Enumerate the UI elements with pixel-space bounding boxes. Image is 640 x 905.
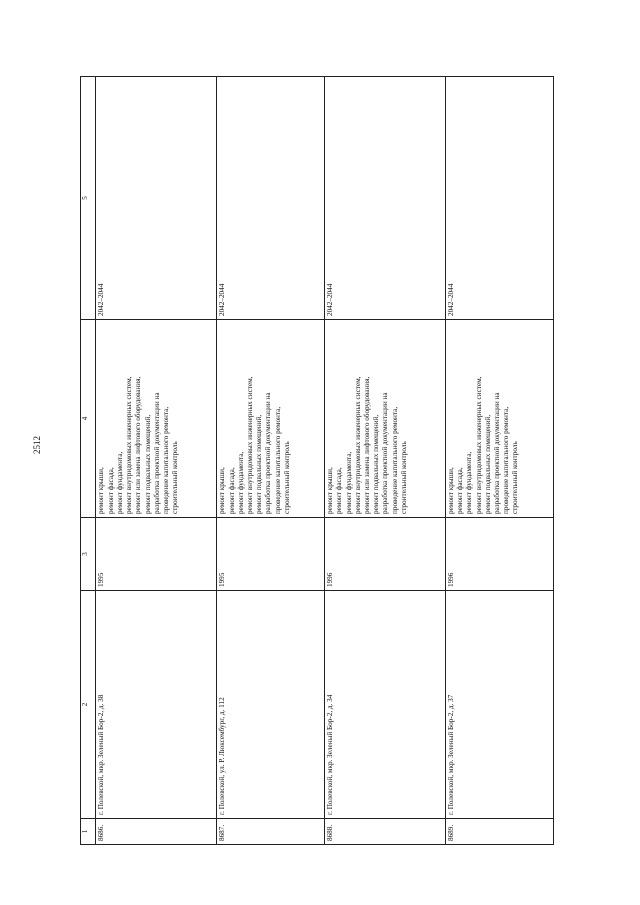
- table-row: [96, 77, 217, 845]
- page-number: 2512: [32, 436, 42, 454]
- work-item: проведение капитального ремонта,: [390, 406, 399, 514]
- period-cell: 2042–2044: [96, 77, 217, 320]
- year-cell: 1996: [446, 518, 554, 591]
- rotated-table-wrapper: [80, 77, 554, 845]
- row-number: 8688.: [325, 819, 446, 845]
- row-number: 8687.: [217, 819, 325, 845]
- column-header-2: 2: [81, 591, 96, 819]
- table-body: [96, 77, 554, 845]
- table-row: [446, 77, 554, 845]
- period-cell: 2042–2044: [217, 77, 325, 320]
- period-cell: 2042–2044: [446, 77, 554, 320]
- address-cell: г. Полевской, мкр. Зеленый Бор-2, д. 38: [96, 591, 217, 819]
- work-item: ремонт фасада,: [456, 467, 465, 514]
- address-cell: г. Полевской, ул. Р. Люксембург, д. 112: [217, 591, 325, 819]
- work-item: ремонт крыши,: [326, 467, 335, 514]
- row-number: 8686.: [96, 819, 217, 845]
- work-item: ремонт фасада,: [106, 467, 115, 514]
- column-header-5: 5: [81, 77, 96, 320]
- work-item: ремонт подвальных помещений,: [372, 414, 381, 514]
- work-item: ремонт подвальных помещений,: [483, 414, 492, 514]
- work-item: ремонт внутридомовых инженерных систем,: [353, 376, 362, 514]
- work-item: разработка проектной документации на: [152, 392, 161, 514]
- work-item: проведение капитального ремонта,: [161, 406, 170, 514]
- work-item: ремонт фундамента,: [465, 451, 474, 514]
- column-number-row: [81, 77, 96, 845]
- work-item: проведение капитального ремонта,: [502, 406, 511, 514]
- work-item: ремонт подвальных помещений,: [143, 414, 152, 514]
- work-item: ремонт крыши,: [218, 467, 227, 514]
- work-item: ремонт или замена лифтового оборудования,: [134, 376, 143, 514]
- repair-schedule-table: [80, 76, 554, 845]
- work-item: ремонт фундамента,: [344, 451, 353, 514]
- table-row: [325, 77, 446, 845]
- table-row: [217, 77, 325, 845]
- work-item: строительный контроль: [511, 441, 520, 514]
- work-item: ремонт или замена лифтового оборудования,: [363, 376, 372, 514]
- work-item: разработка проектной документации на: [381, 392, 390, 514]
- work-item: ремонт внутридомовых инженерных систем,: [245, 376, 254, 514]
- work-item: строительный контроль: [282, 441, 291, 514]
- work-item: ремонт крыши,: [447, 467, 456, 514]
- address-cell: г. Полевской, мкр. Зеленый Бор-2, д. 37: [446, 591, 554, 819]
- works-cell: [217, 320, 325, 518]
- period-cell: 2042–2044: [325, 77, 446, 320]
- work-item: ремонт фасада,: [335, 467, 344, 514]
- work-item: ремонт фасада,: [227, 467, 236, 514]
- table-frame: [80, 77, 554, 845]
- work-item: ремонт внутридомовых инженерных систем,: [474, 376, 483, 514]
- work-item: разработка проектной документации на: [493, 392, 502, 514]
- year-cell: 1996: [325, 518, 446, 591]
- column-header-1: 1: [81, 819, 96, 845]
- work-item: ремонт фундамента,: [236, 451, 245, 514]
- address-cell: г. Полевской, мкр. Зеленый Бор-2, д. 34: [325, 591, 446, 819]
- work-item: строительный контроль: [399, 441, 408, 514]
- column-header-4: 4: [81, 320, 96, 518]
- work-item: ремонт подвальных помещений,: [255, 414, 264, 514]
- work-item: ремонт фундамента,: [115, 451, 124, 514]
- year-cell: 1995: [217, 518, 325, 591]
- work-item: проведение капитального ремонта,: [273, 406, 282, 514]
- work-item: разработка проектной документации на: [264, 392, 273, 514]
- works-cell: [325, 320, 446, 518]
- row-number: 8689.: [446, 819, 554, 845]
- year-cell: 1995: [96, 518, 217, 591]
- work-item: ремонт внутридомовых инженерных систем,: [125, 376, 134, 514]
- work-item: ремонт крыши,: [97, 467, 106, 514]
- works-cell: [96, 320, 217, 518]
- column-header-3: 3: [81, 518, 96, 591]
- works-cell: [446, 320, 554, 518]
- work-item: строительный контроль: [171, 441, 180, 514]
